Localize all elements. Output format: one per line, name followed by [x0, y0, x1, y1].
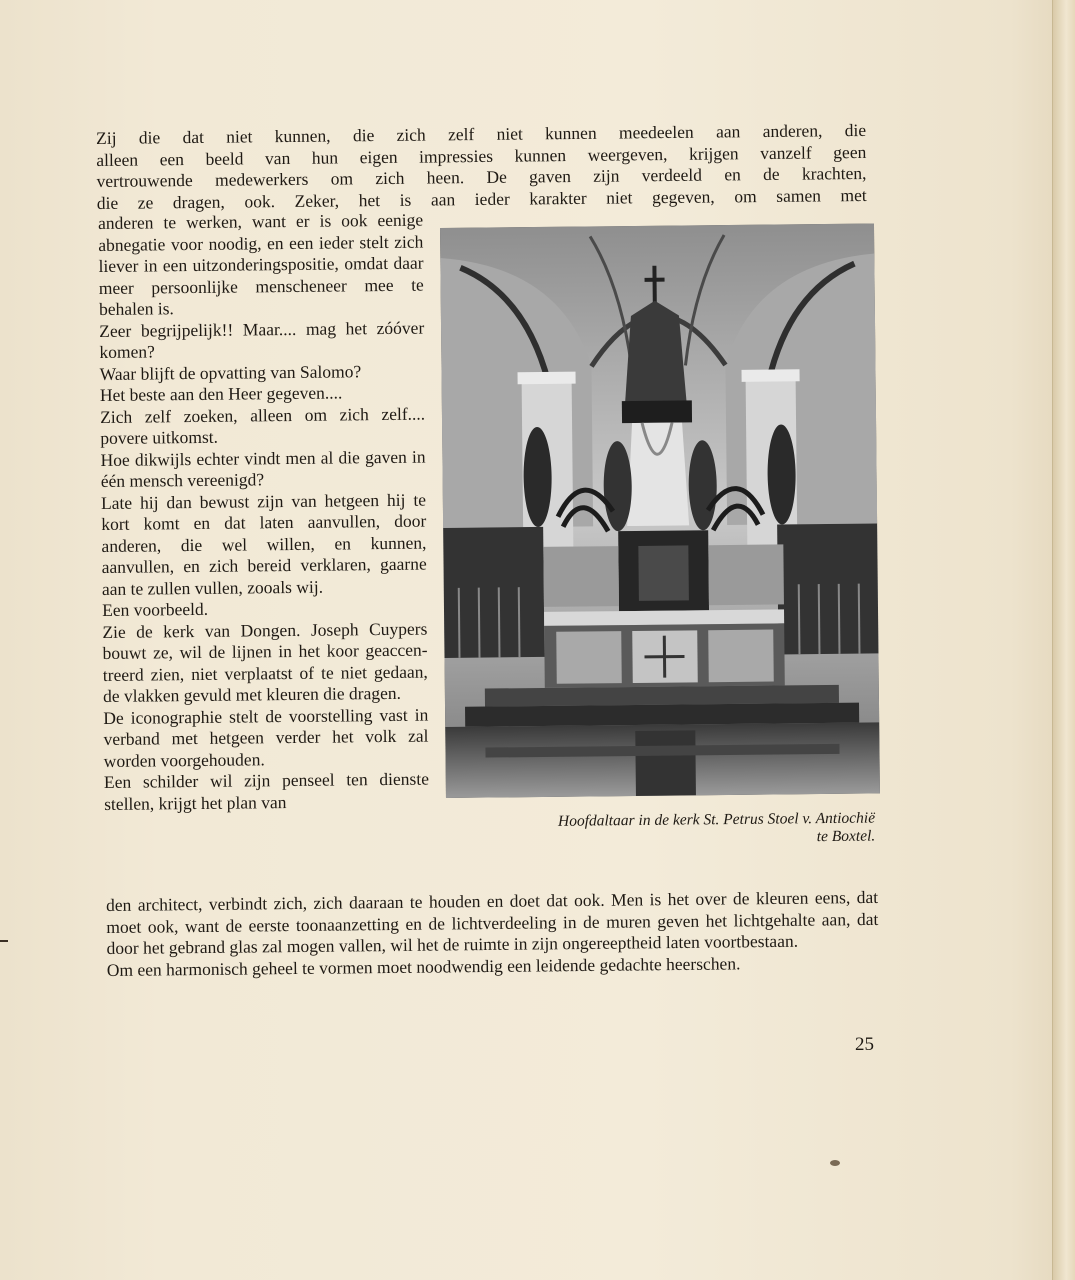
church-altar-photo — [440, 223, 880, 798]
paragraph: Zich zelf zoeken, alleen om zich zelf.... povere uitkomst. — [100, 403, 426, 448]
bottom-paragraph — [106, 887, 879, 981]
left-column — [98, 210, 429, 815]
margin-mark — [0, 940, 8, 942]
paragraph: Een schilder wil zijn penseel ten dienste stellen, krijgt het plan van — [103, 768, 430, 814]
text-line: Zij die dat niet kunnen, die zich zelf niet kunnen meedeelen aan anderen, die — [96, 119, 867, 148]
text-line: vertrouwende medewerkers om zich heen. De gaven zijn verdeeld en de krachten, — [96, 162, 867, 191]
photo-caption — [447, 810, 875, 850]
page-number: 25 — [855, 1034, 874, 1055]
paragraph: Hoe dikwijls echter vindt men al die gaven in één mensch vereenigd? — [100, 446, 426, 491]
paragraph: Zie de kerk van Dongen. Joseph Cuypers bouwt ze, wil de lijnen in het koor geaccen- treerd zien, niet verplaatst of te niet gedaan, de vlakken gevuld met kleuren die dragen. — [102, 618, 428, 706]
paragraph: Waar blijft de opvatting van Salomo? — [99, 360, 362, 384]
paragraph: De iconographie stelt de voorstelling vast in verband met hetgeen verder het volk zal worden voorgehouden. — [103, 704, 429, 771]
paragraph: Een voorbeeld. — [102, 598, 209, 620]
ink-speck — [830, 1160, 840, 1166]
altar-illustration — [440, 223, 880, 798]
top-paragraph — [96, 120, 867, 214]
paragraph: Zeer begrijpelijk!! Maar.... mag het zóóver komen? — [99, 317, 425, 362]
text-line: alleen een beeld van hun eigen impressies kunnen weergeven, krijgen vanzelf geen — [96, 141, 867, 170]
text-line: die ze dragen, ook. Zeker, het is aan ieder karakter niet gegeven, om samen met — [96, 184, 867, 213]
caption-line: Hoofdaltaar in de kerk St. Petrus Stoel v. Antiochië — [557, 809, 876, 830]
paragraph: Late hij dan bewust zijn van hetgeen hij te kort komt en dat laten aanvullen, door anderen, die wel willen, en kunnen, aanvullen, en zich bereid verklaren, gaarne aan te zullen vullen, zooals wij. — [100, 489, 427, 599]
page-edge — [1052, 0, 1075, 1280]
paragraph: Het beste aan den Heer gegeven.... — [99, 382, 343, 405]
paragraph: Om een harmonisch geheel te vormen moet noodwendig een leidende gedachte heerschen. — [106, 952, 741, 980]
caption-line: te Boxtel. — [816, 827, 876, 846]
paragraph: anderen te werken, want er is ook eenige abnegatie voor noodig, en een ieder stelt zich liever in een uitzonderingspositie, omdat daar meer persoonlijke menscheneer mee te behalen is. — [98, 209, 424, 319]
paragraph: den architect, verbindt zich, zich daaraan te houden en doet dat ook. Men is het over de kleuren eens, dat moet ook, want de eerste toonaanzetting en de lichtverdeeling in de muren geven het lichtgehalte aan, dat door het gebrand glas zal mogen vallen, wil het de ruimte in zijn ongereeptheid laten voortbestaan. — [106, 886, 879, 958]
